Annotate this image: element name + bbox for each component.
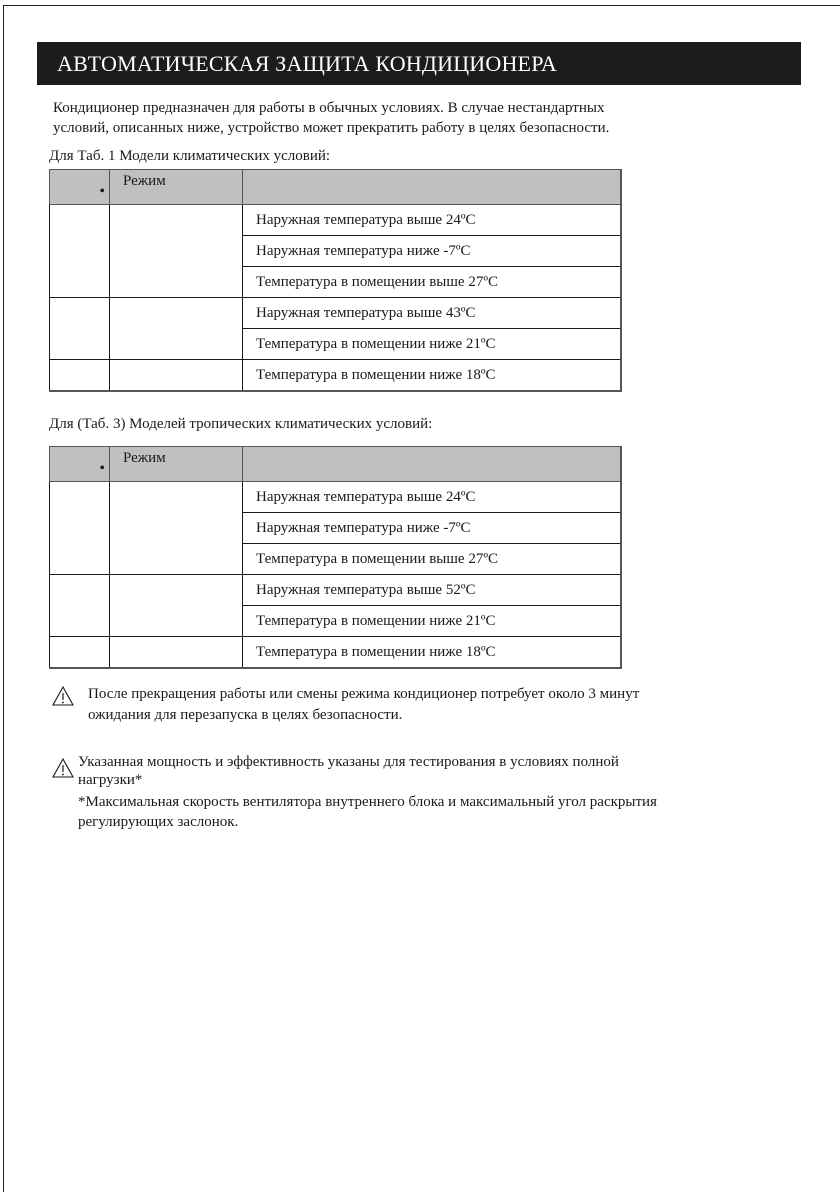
condition-cell: Температура в помещении ниже 21ºC xyxy=(243,329,621,360)
table2-group1-col1 xyxy=(50,482,110,575)
condition-cell: Наружная температура ниже -7ºC xyxy=(243,236,621,267)
table-row xyxy=(50,482,621,513)
table1-header-conditions xyxy=(243,170,621,205)
condition-cell: Наружная температура ниже -7ºC xyxy=(243,513,621,544)
table2-header-mode: Режим xyxy=(110,447,243,482)
table-row xyxy=(50,205,621,236)
table2-group1-mode xyxy=(110,482,243,575)
condition-cell: Наружная температура выше 43ºC xyxy=(243,298,621,329)
table1-group2-mode xyxy=(110,298,243,360)
table-row xyxy=(50,575,621,606)
table2-group3-mode xyxy=(110,637,243,669)
table1-caption: Для Таб. 1 Модели климатических условий: xyxy=(49,148,331,164)
warning-triangle-icon xyxy=(52,758,74,784)
table2-group3-col1 xyxy=(50,637,110,669)
table1 xyxy=(49,169,622,392)
page-border-top xyxy=(3,5,840,6)
table2-group2-col1 xyxy=(50,575,110,637)
table2-header-row xyxy=(50,447,621,482)
condition-cell: Температура в помещении выше 27ºC xyxy=(243,544,621,575)
table-row xyxy=(50,298,621,329)
table1-header-bullet: • xyxy=(50,170,110,205)
intro-line-2: условий, описанных ниже, устройство может прекратить работу в целях безопасности. xyxy=(53,120,610,136)
restart-delay-note xyxy=(52,684,772,728)
note1-line-1: После прекращения работы или смены режима кондиционер потребует около 3 минут xyxy=(88,686,640,702)
table1-group1-col1 xyxy=(50,205,110,298)
table-row xyxy=(50,360,621,392)
section-title: АВТОМАТИЧЕСКАЯ ЗАЩИТА КОНДИЦИОНЕРА xyxy=(37,42,801,85)
table-row xyxy=(50,637,621,669)
condition-cell: Температура в помещении выше 27ºC xyxy=(243,267,621,298)
page-border-left xyxy=(3,5,4,1192)
intro-line-1: Кондиционер предназначен для работы в обычных условиях. В случае нестандартных xyxy=(53,100,605,116)
table1-group3-mode xyxy=(110,360,243,392)
condition-cell: Наружная температура выше 52ºC xyxy=(243,575,621,606)
note2-line-1: Указанная мощность и эффективность указаны для тестирования в условиях полной xyxy=(78,754,619,770)
capacity-test-note xyxy=(52,752,772,836)
table1-group1-mode xyxy=(110,205,243,298)
table2-header-bullet: • xyxy=(50,447,110,482)
note2-line-2: нагрузки* xyxy=(78,772,143,788)
condition-cell: Наружная температура выше 24ºC xyxy=(243,482,621,513)
table2-header-conditions xyxy=(243,447,621,482)
condition-cell: Температура в помещении ниже 21ºC xyxy=(243,606,621,637)
table1-group2-col1 xyxy=(50,298,110,360)
condition-cell: Температура в помещении ниже 18ºC xyxy=(243,360,621,392)
intro-paragraph xyxy=(53,98,753,138)
table1-header-row xyxy=(50,170,621,205)
table2 xyxy=(49,446,622,669)
note2-line-3: *Максимальная скорость вентилятора внутреннего блока и максимальный угол раскрытия xyxy=(78,794,657,810)
condition-cell: Наружная температура выше 24ºC xyxy=(243,205,621,236)
table2-group2-mode xyxy=(110,575,243,637)
table2-caption: Для (Таб. 3) Моделей тропических климатических условий: xyxy=(49,416,433,432)
table1-header-mode: Режим xyxy=(110,170,243,205)
note2-line-4: регулирующих заслонок. xyxy=(78,814,239,830)
condition-cell: Температура в помещении ниже 18ºC xyxy=(243,637,621,669)
warning-triangle-icon xyxy=(52,686,74,712)
table1-group3-col1 xyxy=(50,360,110,392)
note1-line-2: ожидания для перезапуска в целях безопасности. xyxy=(88,707,403,723)
